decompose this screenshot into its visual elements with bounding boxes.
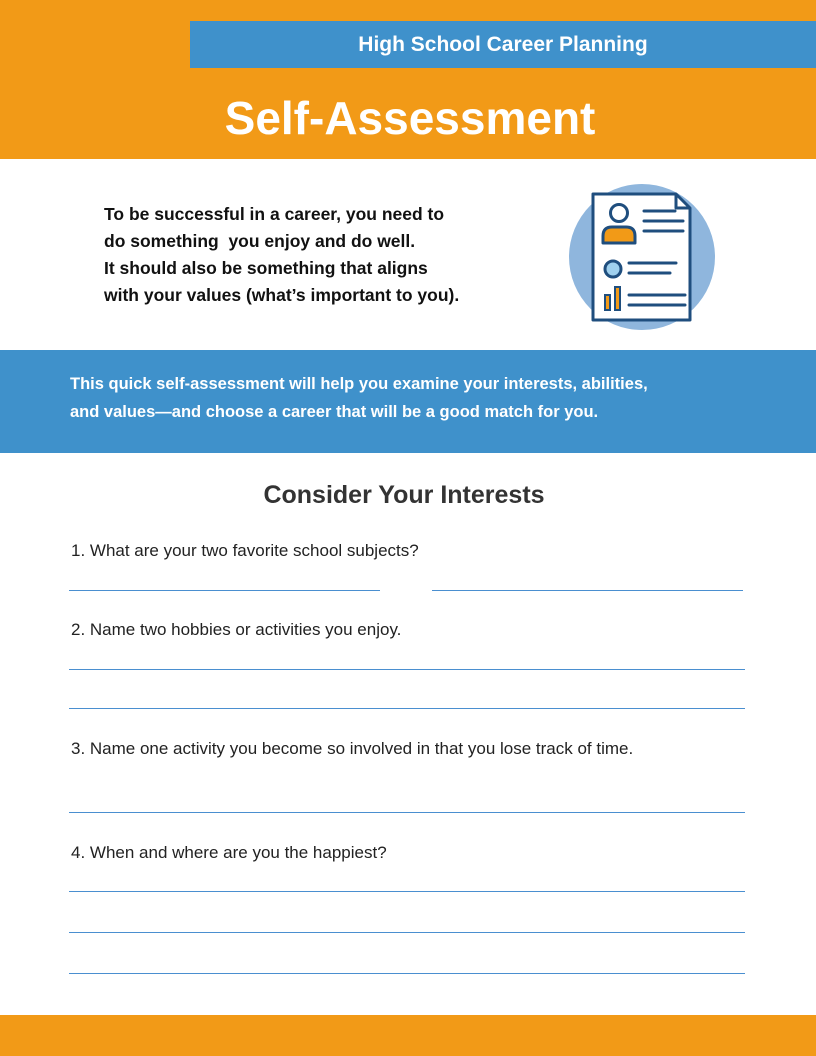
info-banner-text [70,370,770,426]
intro-text [104,201,544,309]
answer-line-1a[interactable] [69,590,380,591]
footer-band [0,1015,816,1056]
answer-line-2b[interactable] [69,708,745,709]
intro-line: do something you enjoy and do well. [104,231,416,251]
answer-line-4c[interactable] [69,973,745,974]
page-title: Self-Assessment [224,92,596,144]
question-3: 3. Name one activity you become so involved in that you lose track of time. [71,739,634,758]
intro-line: It should also be something that aligns [104,258,428,278]
intro-line: with your values (what’s important to you). [104,285,460,305]
answer-line-1b[interactable] [432,590,743,591]
answer-line-3a[interactable] [69,812,745,813]
question-2: 2. Name two hobbies or activities you enjoy. [71,620,402,639]
answer-line-4b[interactable] [69,932,745,933]
question-4: 4. When and where are you the happiest? [71,843,387,862]
series-title: High School Career Planning [190,21,816,68]
question-1: 1. What are your two favorite school subjects? [71,541,419,560]
answer-line-2a[interactable] [69,669,745,670]
intro-line: To be successful in a career, you need to [104,204,445,224]
answer-line-4a[interactable] [69,891,745,892]
section-heading: Consider Your Interests [263,481,545,509]
banner-line: This quick self-assessment will help you examine your interests, abilities, [70,375,648,393]
resume-document-icon [568,183,716,331]
banner-line: and values—and choose a career that will be a good match for you. [70,403,599,421]
